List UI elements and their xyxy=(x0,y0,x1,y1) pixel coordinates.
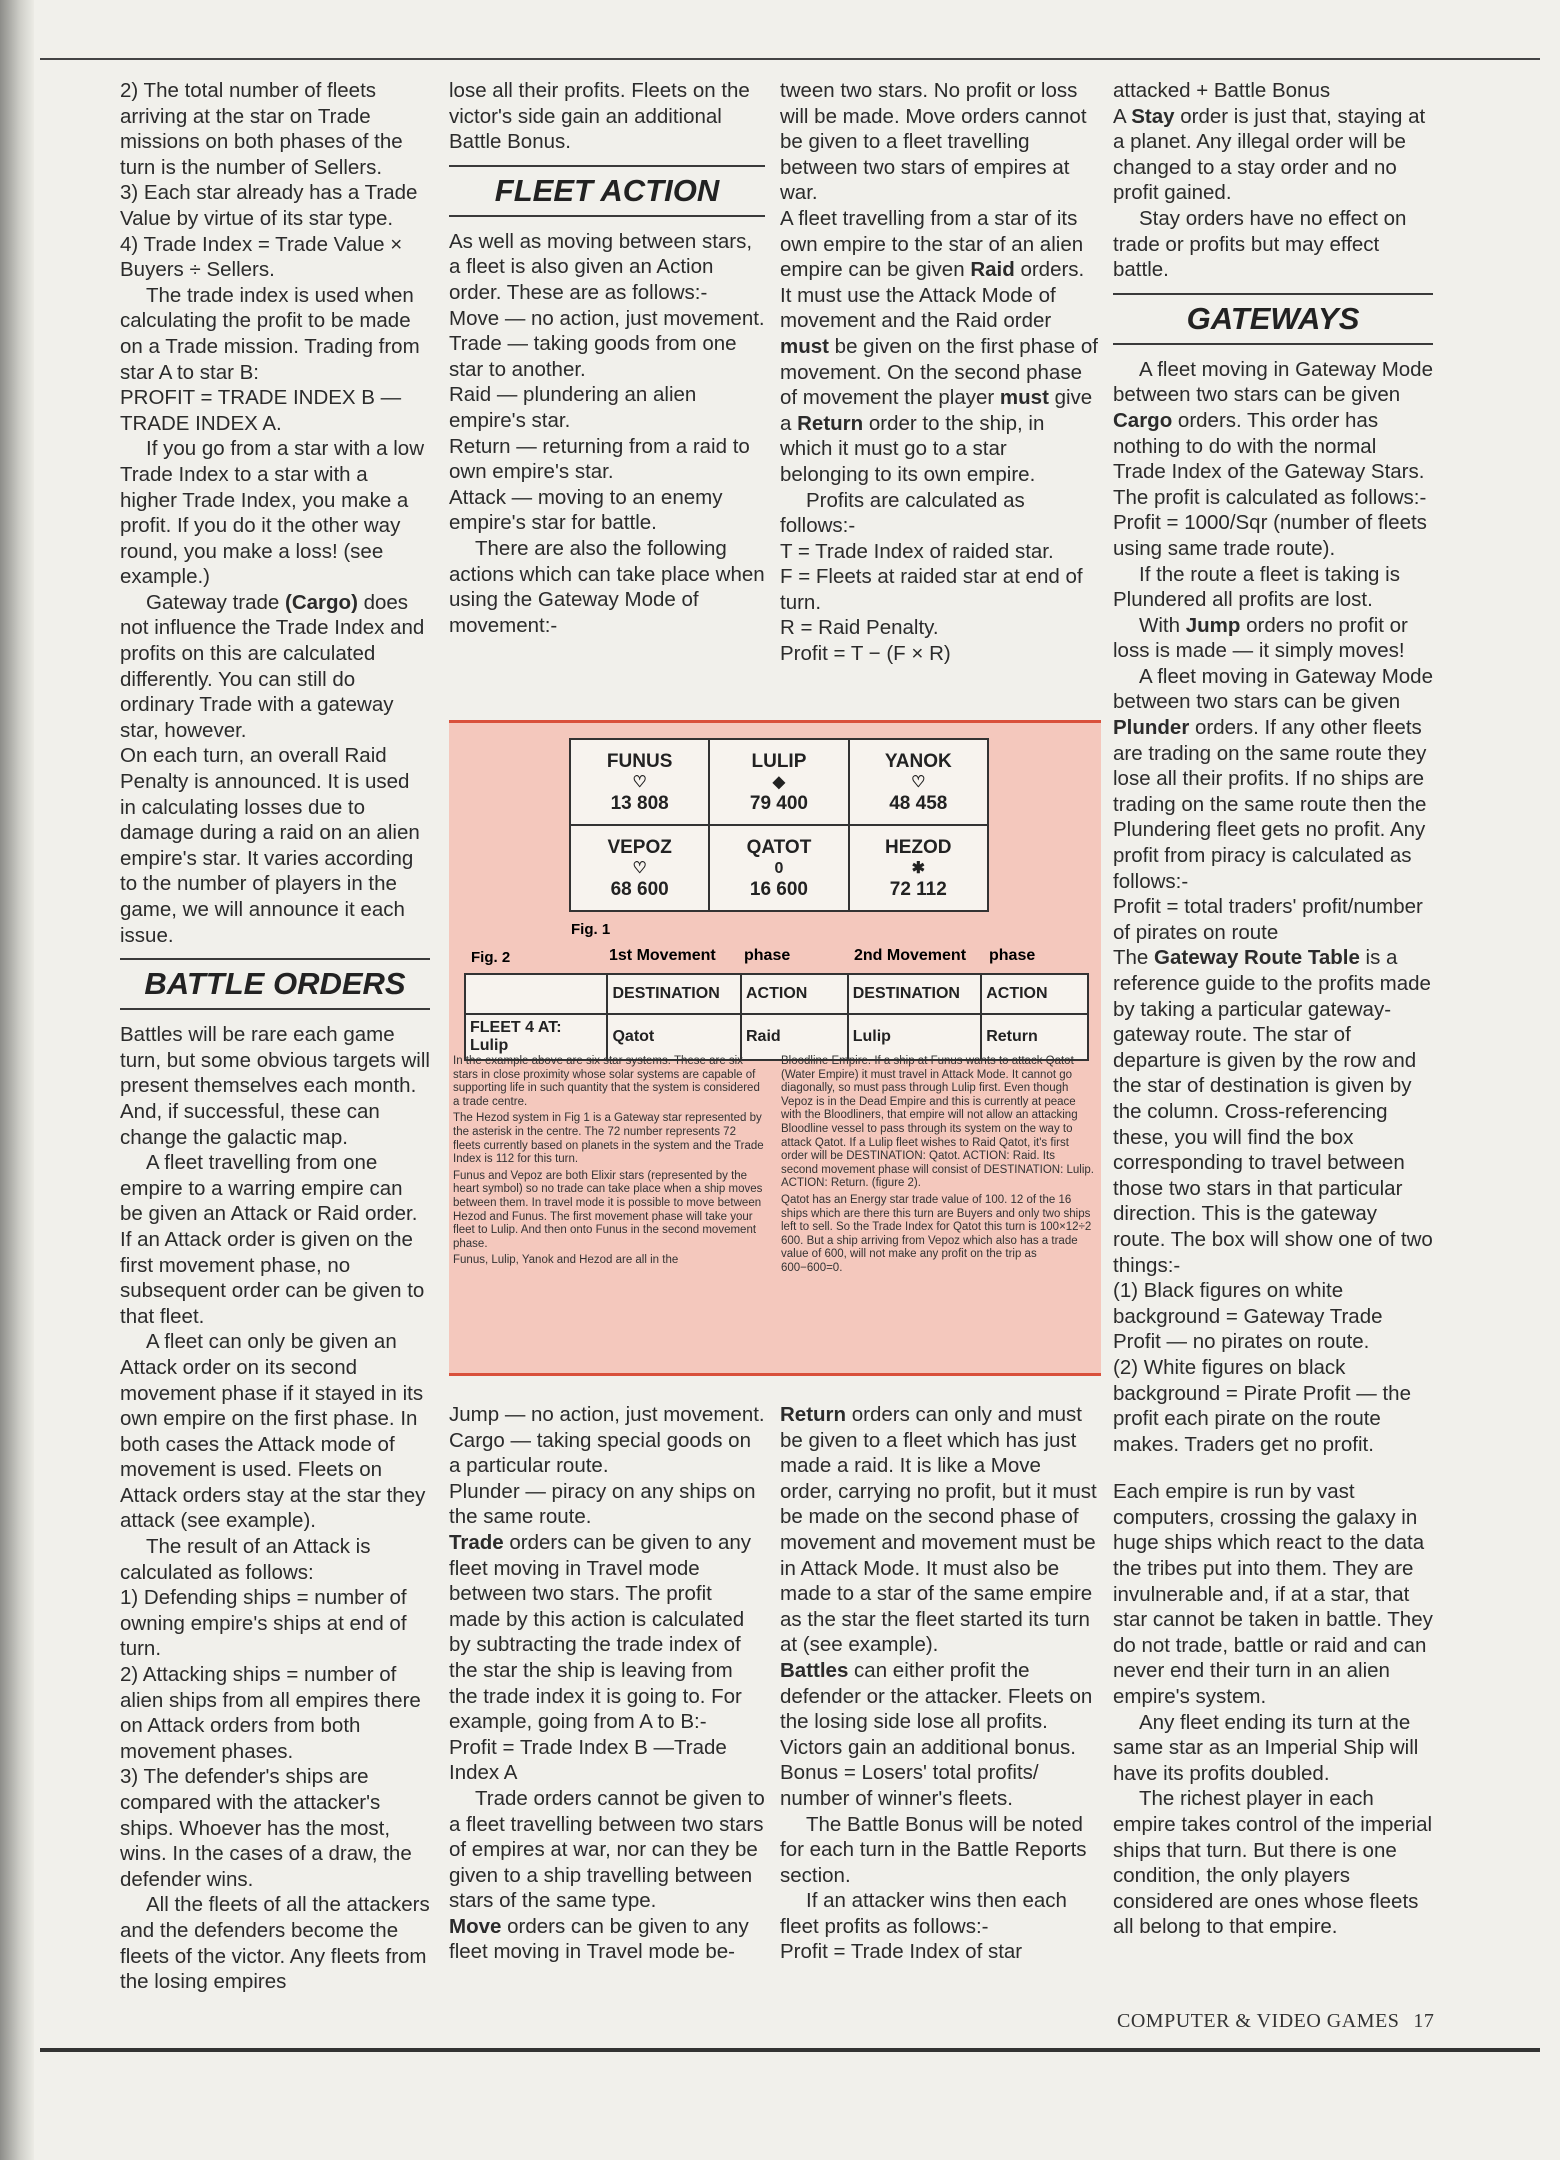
paragraph xyxy=(1113,104,1433,206)
text: A xyxy=(1113,104,1132,128)
paragraph xyxy=(449,1914,765,1965)
paragraph xyxy=(1113,945,1433,1278)
paragraph: The richest player in each empire takes control of the imperial ships that turn. But there is one condition, the only players considered are ones whose fleets all belong to that empire. xyxy=(1113,1787,1433,1939)
text: orders can be given to any fleet moving in Travel mode be- xyxy=(449,1914,749,1964)
paragraph: Profits are calculated as follows:- xyxy=(780,488,1025,538)
star-value: 16 600 xyxy=(749,878,808,900)
text: is a reference guide to the profits made by taking a particular gateway-gateway route. The star of departure is given by the row and the star of destination is given by the column. Cross-referencing these, you will find the box corresponding to travel between those two stars in that particular direction. This is the gateway route. The box will show one of two things:- xyxy=(1113,946,1433,1277)
bottom-rule xyxy=(40,2048,1540,2052)
paragraph: Any fleet ending its turn at the same star as an Imperial Ship will have its profits doubled. xyxy=(1113,1710,1419,1785)
section-heading-gateways: GATEWAYS xyxy=(1113,293,1433,345)
note-paragraph: Funus, Lulip, Yanok and Hezod are all in the xyxy=(453,1254,679,1267)
orders-header-blank xyxy=(465,974,607,1014)
paragraph: Trade — taking goods from one star to another. xyxy=(449,332,737,381)
paragraph: R = Raid Penalty. xyxy=(780,616,939,640)
orders-cell: Qatot xyxy=(607,1014,741,1060)
text: Gateway trade xyxy=(146,590,286,614)
section-heading-battle-orders: BATTLE ORDERS xyxy=(120,958,430,1010)
formula: Profit = Trade Index of star xyxy=(780,1940,1023,1964)
column-2-bottom xyxy=(449,1402,765,1965)
formula: Profit = T − (F × R) xyxy=(780,642,951,666)
star-name: LULIP xyxy=(751,750,807,772)
paragraph: lose all their profits. Fleets on the victor's side gain an additional Battle Bonus. xyxy=(449,79,750,154)
star-name: YANOK xyxy=(884,750,952,772)
paragraph xyxy=(780,1402,1098,1658)
text: orders. If any other fleets are trading on the same route they lose all their profits. If no ships are trading on the same route then the Plundering fleet gets no profit. Any profit from piracy is calculated as follows:- xyxy=(1113,716,1427,893)
formula: Bonus = Losers' total profits/ number of winner's fleets. xyxy=(780,1761,1039,1810)
page-binding-edge xyxy=(0,0,34,2160)
text: does not influence the Trade Index and profits on this are calculated differently. You can still do ordinary Trade with a gateway star, however. xyxy=(120,590,425,742)
paragraph xyxy=(120,590,430,744)
column-3-bottom xyxy=(780,1402,1098,1965)
figure-note-right xyxy=(781,1055,1095,1279)
movement2-label: 2nd Movement xyxy=(854,947,967,964)
circle-icon: 0 xyxy=(774,859,784,877)
star-cell-hezod xyxy=(849,825,988,911)
formula: Profit = total traders' profit/number of pirates on route xyxy=(1113,895,1423,944)
column-4 xyxy=(1113,78,1433,1940)
star-value: 13 808 xyxy=(610,792,669,814)
paragraph: The result of an Attack is calculated as follows: xyxy=(120,1535,371,1584)
paragraph xyxy=(1113,664,1433,894)
paragraph: F = Fleets at raided star at end of turn. xyxy=(780,565,1083,614)
paragraph: 2) Attacking ships = number of alien ships from all empires there on Attack orders from both movement phases. xyxy=(120,1663,421,1763)
keyword: Battles xyxy=(780,1658,849,1682)
star-map-table xyxy=(569,738,989,912)
fig1-label: Fig. 1 xyxy=(571,921,611,938)
magazine-name: COMPUTER & VIDEO GAMES xyxy=(1117,2010,1400,2032)
star-name: QATOT xyxy=(746,836,812,858)
column-3-top xyxy=(780,78,1098,667)
orders-header-destination: DESTINATION xyxy=(607,974,741,1014)
paragraph: 1) Defending ships = number of owning empire's ships at end of turn. xyxy=(120,1586,407,1661)
paragraph: Trade orders cannot be given to a fleet travelling between two stars of empires at war, nor can they be given to a ship travelling between stars of the same type. xyxy=(449,1786,765,1913)
keyword: Gateway Route Table xyxy=(1154,946,1360,970)
note-paragraph: The Hezod system in Fig 1 is a Gateway star represented by the asterisk in the centre. The 72 number represents 72 fleets currently based on planets in the system and the Trade Index is 112 for this turn. xyxy=(453,1112,764,1166)
keyword: must xyxy=(999,386,1049,410)
paragraph xyxy=(449,1530,765,1735)
paragraph xyxy=(780,206,1098,488)
star-cell-vepoz xyxy=(570,825,709,911)
paragraph: Plunder — piracy on any ships on the same route. xyxy=(449,1479,756,1529)
note-paragraph: Funus and Vepoz are both Elixir stars (represented by the heart symbol) so no trade can take place when a ship moves between them. In travel mode it is possible to move between Hezod and Funus. The first movement phase will take your fleet to Lulip. And then onto Funus in the second movement phase. xyxy=(453,1169,763,1250)
keyword: Return xyxy=(797,411,864,435)
section-heading-fleet-action: FLEET ACTION xyxy=(449,165,765,217)
text: The xyxy=(1113,946,1155,970)
paragraph: As well as moving between stars, a fleet is also given an Action order. These are as follows:- xyxy=(449,229,753,304)
paragraph xyxy=(1113,357,1433,511)
column-1 xyxy=(120,78,430,1995)
note-paragraph: Qatot has an Energy star trade value of 100. 12 of the 16 ships which are there this turn are Buyers and only two ships left to sell. So the Trade Index for Qatot this turn is 100×12÷2 600. But a ship arriving from Vepoz which also has a trade value of 600, will not make any profit on the trip as 600−600=0. xyxy=(781,1193,1092,1274)
keyword: Jump xyxy=(1185,613,1241,637)
movement1-label: 1st Movement xyxy=(609,947,716,964)
paragraph: 3) Each star already has a Trade Value by virtue of its star type. xyxy=(120,181,418,230)
text: can either profit the defender or the attacker. Fleets on the losing side lose all profits. Victors gain an additional bonus. xyxy=(780,1658,1093,1759)
page-number: 17 xyxy=(1413,2010,1435,2032)
keyword: Cargo xyxy=(1113,408,1173,432)
paragraph: Battles will be rare each game turn, but some obvious targets will present themselves each month. And, if successful, these can change the galactic map. xyxy=(120,1023,430,1149)
text: orders can be given to any fleet moving in Travel mode between two stars. The profit made by this action is calculated by subtracting the trade index of the star the ship is leaving from the trade index it is going to. For example, going from A to B:- xyxy=(449,1530,751,1734)
star-name: FUNUS xyxy=(606,750,673,772)
text: orders. It must use the Attack Mode of movement and the Raid order xyxy=(780,258,1085,333)
paragraph: All the fleets of all the attackers and the defenders become the fleets of the victor. Any fleets from the losing empires xyxy=(120,1893,430,1994)
text: A fleet travelling from a star of its own empire to the star of an alien empire can be given xyxy=(780,206,1084,282)
paragraph: (1) Black figures on white background = Gateway Trade Profit — no pirates on route. xyxy=(1113,1279,1383,1354)
star-cell-lulip xyxy=(709,739,848,825)
paragraph xyxy=(1113,613,1433,664)
star-value: 48 458 xyxy=(889,792,948,814)
text: order to the ship, in which it must go to a star belonging to its own empire. xyxy=(780,411,1045,486)
paragraph: A fleet travelling from one empire to a warring empire can be given an Attack or Raid order. If an Attack order is given on the first movement phase, no subsequent order can be given to that fleet. xyxy=(120,1151,425,1328)
paragraph: Raid — plundering an alien empire's star. xyxy=(449,383,697,432)
heart-icon: ♡ xyxy=(911,773,926,791)
paragraph: On each turn, an overall Raid Penalty is announced. It is used in calculating losses due to damage during a raid on an alien empire's star. It varies according to the number of players in the game, we will announce it each issue. xyxy=(120,744,420,947)
note-paragraph: In the example above are six star systems. These are six stars in close proximity whose solar systems are capable of supporting life in such quantity that the system is considered a trade centre. xyxy=(453,1055,760,1108)
keyword: Stay xyxy=(1131,104,1175,128)
heart-icon: ♡ xyxy=(632,859,647,877)
orders-header-destination: DESTINATION xyxy=(848,974,982,1014)
keyword: must xyxy=(780,334,829,358)
keyword: Move xyxy=(449,1914,502,1938)
paragraph: The Battle Bonus will be noted for each turn in the Battle Reports section. xyxy=(780,1812,1087,1887)
star-value: 72 112 xyxy=(889,878,947,900)
paragraph: If an attacker wins then each fleet profits as follows:- xyxy=(780,1889,1067,1938)
orders-row-label: FLEET 4 AT: Lulip xyxy=(465,1014,607,1060)
paragraph: Jump — no action, just movement. xyxy=(449,1403,765,1426)
paragraph: If the route a fleet is taking is Plundered all profits are lost. xyxy=(1113,562,1400,612)
paragraph: attacked + Battle Bonus xyxy=(1113,79,1331,102)
paragraph: tween two stars. No profit or loss will be made. Move orders cannot be given to a fleet travelling between two stars of empires at war. xyxy=(780,79,1087,205)
orders-header-action: ACTION xyxy=(741,974,848,1014)
paragraph xyxy=(780,1658,1098,1760)
keyword: Plunder xyxy=(1113,716,1190,740)
diamond-icon: ◆ xyxy=(772,773,786,791)
phase1-label: phase xyxy=(744,947,791,964)
text: With xyxy=(1139,613,1186,637)
text: A fleet moving in Gateway Mode between two stars can be given xyxy=(1113,664,1433,714)
column-2-top xyxy=(449,78,765,638)
fig2-label: Fig. 2 xyxy=(471,949,511,966)
star-name: VEPOZ xyxy=(607,836,672,858)
paragraph: If you go from a star with a low Trade Index to a star with a higher Trade Index, you make a profit. If you do it the other way round, you make a loss! (see example.) xyxy=(120,437,425,589)
text: be given on the first phase of movement. On the second phase of movement the player xyxy=(780,334,1098,410)
keyword: Return xyxy=(780,1403,847,1426)
paragraph: The trade index is used when calculating the profit to be made on a Trade mission. Trading from star A to star B: xyxy=(120,283,420,384)
orders-cell: Lulip xyxy=(848,1014,982,1060)
star-value: 79 400 xyxy=(749,792,808,814)
star-cell-funus xyxy=(570,739,709,825)
example-figure-box xyxy=(449,720,1101,1376)
formula: Profit = 1000/Sqr (number of fleets using same trade route). xyxy=(1113,511,1427,560)
orders-cell: Return xyxy=(981,1014,1088,1060)
keyword: Trade xyxy=(449,1530,504,1554)
asterisk-icon: ✱ xyxy=(911,859,925,877)
star-value: 68 600 xyxy=(610,878,669,900)
paragraph: T = Trade Index of raided star. xyxy=(780,539,1054,563)
paragraph: 2) The total number of fleets arriving at the star on Trade missions on both phases of the turn is the number of Sellers. xyxy=(120,79,403,179)
text: orders no profit or loss is made — it simply moves! xyxy=(1113,613,1408,663)
text: A fleet moving in Gateway Mode between two stars can be given xyxy=(1113,357,1433,407)
paragraph: A fleet can only be given an Attack order on its second movement phase if it stayed in its own empire on the first phase. In both cases the Attack mode of movement is used. Fleets on Attack orders stay at the star they attack (see example). xyxy=(120,1330,426,1533)
orders-header-action: ACTION xyxy=(981,974,1088,1014)
figure-note-left xyxy=(453,1055,765,1271)
paragraph: Return — returning from a raid to own empire's star. xyxy=(449,434,750,484)
paragraph: (2) White figures on black background = Pirate Profit — the profit each pirate on the route makes. Traders get no profit. xyxy=(1113,1355,1411,1456)
heart-icon: ♡ xyxy=(632,773,647,791)
paragraph: Cargo — taking special goods on a particular route. xyxy=(449,1428,751,1478)
text: order is just that, staying at a planet. Any illegal order will be changed to a stay order and no profit gained. xyxy=(1113,104,1426,205)
phase2-label: phase xyxy=(989,947,1036,964)
star-name: HEZOD xyxy=(885,836,952,858)
star-cell-qatot xyxy=(709,825,848,911)
star-cell-yanok xyxy=(849,739,988,825)
paragraph: Each empire is run by vast computers, crossing the galaxy in huge ships which react to the data the tribes put into them. They are invulnerable and, if at a star, that star cannot be taken in battle. They do not trade, battle or raid and can never end their turn in an alien empire's system. xyxy=(1113,1480,1433,1709)
keyword: (Cargo) xyxy=(285,590,358,614)
paragraph: 4) Trade Index = Trade Value × Buyers ÷ Sellers. xyxy=(120,232,403,282)
paragraph: Attack — moving to an enemy empire's star for battle. xyxy=(449,485,723,535)
paragraph: Move — no action, just movement. xyxy=(449,306,765,330)
orders-cell: Raid xyxy=(741,1014,848,1060)
page-footer xyxy=(1117,2010,1434,2033)
top-rule xyxy=(40,58,1540,60)
orders-table xyxy=(464,973,1089,1061)
note-paragraph: Bloodline Empire. If a ship at Funus wants to attack Qatot (Water Empire) it must travel in Attack Mode. It cannot go diagonally, so must pass through Lulip first. Even though Vepoz is in the Dead Empire and this is currently at peace with the Bloodliners, that empire will not allow an attacking Bloodline vessel to pass through its system on the way to attack Qatot. If a Lulip fleet wishes to Raid Qatot, it's first order will be DESTINATION: Qatot. ACTION: Raid. Its second movement phase will consist of DESTINATION: Lulip. ACTION: Return. (figure 2). xyxy=(781,1055,1094,1190)
paragraph: 3) The defender's ships are compared with the attacker's ships. Whoever has the most, wins. In the cases of a draw, the defender wins. xyxy=(120,1765,412,1891)
text: orders can only and must be given to a fleet which has just made a raid. It is like a Move order, carrying no profit, but it must be made on the second phase of movement and movement must be in Attack Mode. It must also be made to a star of the same empire as the star the fleet started its turn at (see example). xyxy=(780,1403,1097,1657)
paragraph: There are also the following actions which can take place when using the Gateway Mode of movement:- xyxy=(449,536,765,637)
formula: PROFIT = TRADE INDEX B — TRADE INDEX A. xyxy=(120,386,402,435)
paragraph: Stay orders have no effect on trade or profits but may effect battle. xyxy=(1113,206,1407,282)
text: orders. This order has nothing to do with the normal Trade Index of the Gateway Stars. The profit is calculated as follows:- xyxy=(1113,408,1427,509)
keyword: Raid xyxy=(970,258,1015,282)
text: give a xyxy=(780,386,1093,435)
formula: Profit = Trade Index B —Trade Index A xyxy=(449,1735,727,1785)
